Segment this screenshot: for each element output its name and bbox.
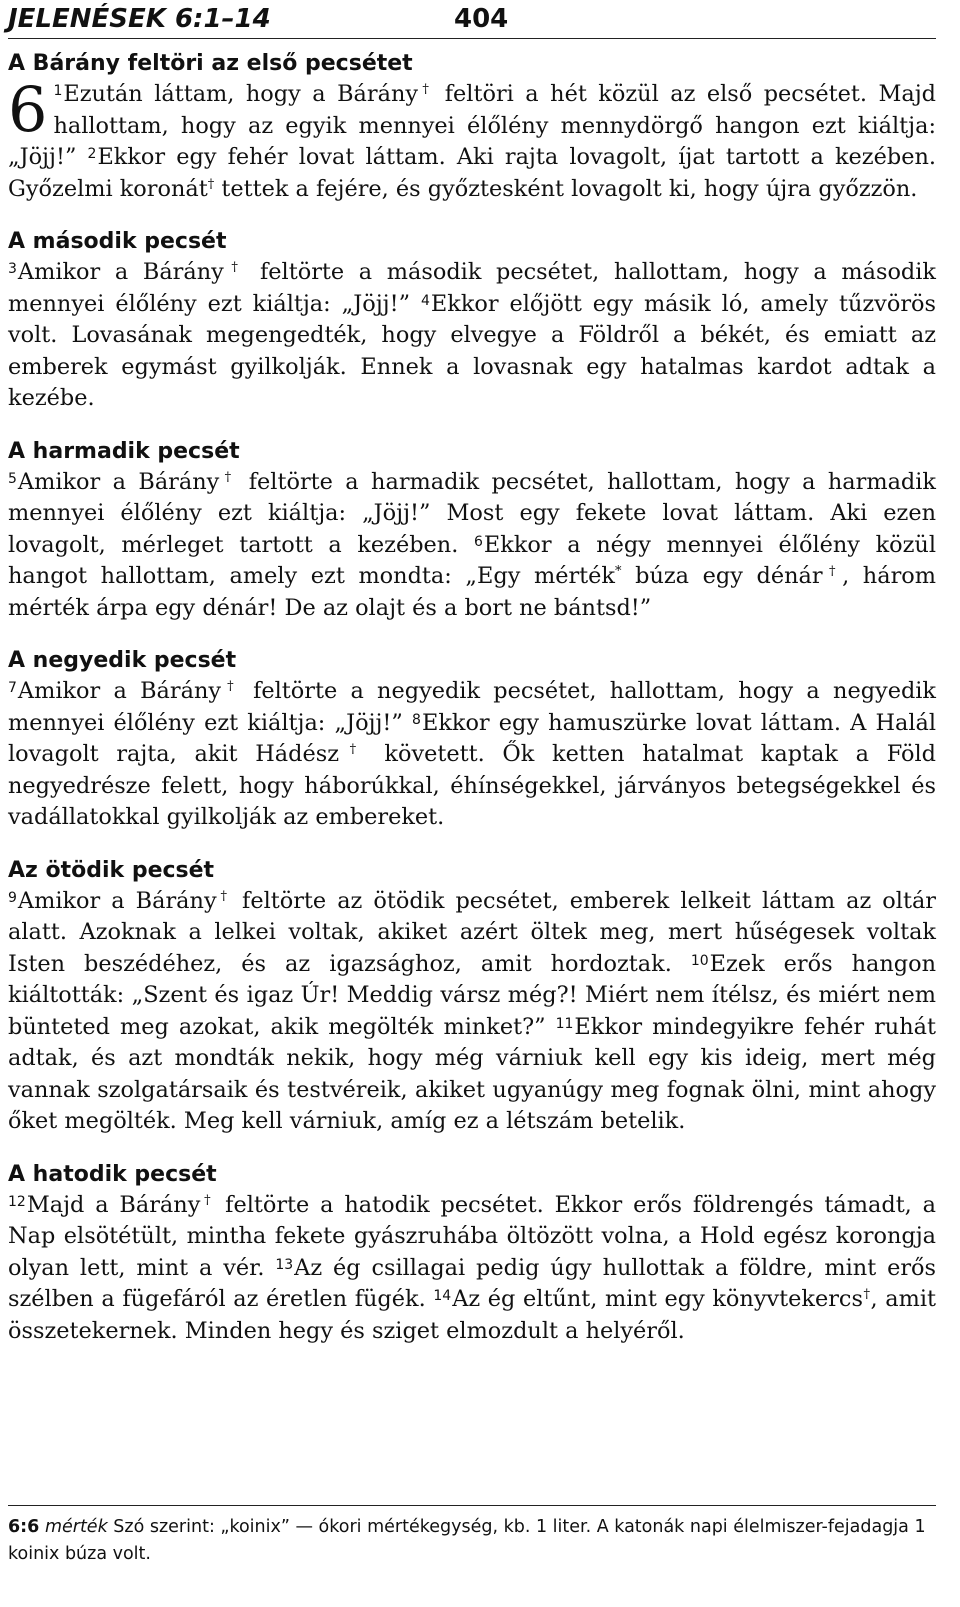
verse-text: feltörte az ötödik pecsétet, emberek lelkeit láttam az oltár alatt. Azoknak a lelkei voltak, akiket azért öltek meg, mert hűségesek voltak Isten beszédéhez, és az igazsághoz, amit hordoztak.: [8, 887, 936, 977]
verse-number: 6: [474, 533, 483, 550]
verse-text: Ezután láttam, hogy a Bárány: [63, 81, 419, 107]
footnote-text: Szó szerint: „koinix” — ókori mértékegység, kb. 1 liter. A katonák napi élelmiszer-fejadagja 1 koinix búza volt.: [8, 1517, 926, 1564]
section-1: [8, 49, 936, 205]
verse-text: Amikor a Bárány: [17, 678, 222, 704]
page: [8, 0, 936, 1347]
verse-text: feltörte a harmadik pecsétet, hallottam, hogy a harmadik mennyei élőlény ezt kiáltja: „Jöjj!” Most egy fekete lovat láttam. Aki ezen lovagolt, mérleget tartott a kezében.: [8, 468, 936, 558]
verse-text: Ekkor előjött egy másik ló, amely tűzvörös volt. Lovasának megengedték, hogy elvegye a Földről a békét, és emiatt az emberek egymást gyilkolják. Ennek a lovasnak egy hatalmas kardot adtak a kezébe.: [8, 290, 936, 411]
section-heading: A hatodik pecsét: [8, 1161, 217, 1187]
page-number: 404: [454, 4, 509, 34]
glossary-marker: †: [216, 888, 231, 904]
section-4: [8, 646, 936, 834]
verse-text: Majd a Bárány: [26, 1191, 201, 1218]
glossary-marker: †: [221, 679, 240, 694]
verse-number: 2: [87, 146, 97, 162]
verse-number: 3: [8, 261, 17, 277]
footnote-term: mérték: [44, 1517, 108, 1537]
footnote-reference: 6:6: [8, 1517, 40, 1537]
verse-text: feltörte a negyedik pecsétet, hallottam, hogy a negyedik mennyei élőlény ezt kiáltja: „Jöjj!”: [8, 678, 937, 736]
glossary-marker: †: [339, 742, 367, 757]
section-heading: Az ötödik pecsét: [8, 857, 215, 883]
footnote: [8, 1505, 936, 1568]
section-6: [8, 1160, 936, 1348]
verse-text: Amikor a Bárány: [17, 887, 217, 914]
section-body: [8, 73, 936, 205]
section-body: [8, 676, 936, 834]
book-reference: JELENÉSEK 6:1–14: [8, 4, 271, 34]
glossary-marker: †: [207, 176, 215, 192]
section-5: [8, 856, 936, 1138]
chapter-number: 6: [8, 73, 48, 146]
verse-text: Amikor a Bárány: [17, 468, 220, 495]
verse-text: tettek a fejére, és győztesként lovagolt ki, hogy újra győzzön.: [214, 175, 918, 202]
section-heading: A Bárány feltöri az első pecsétet: [8, 51, 413, 76]
section-3: [8, 437, 936, 625]
verse-text: feltörte a második pecsétet, hallottam, hogy a második mennyei élőlény ezt kiáltja: „Jöjj!”: [8, 259, 936, 317]
running-header: [8, 0, 936, 39]
verse-number: 11: [555, 1015, 574, 1032]
verse-text: Az ég eltűnt, mint egy könyvtekercs: [452, 1286, 863, 1312]
section-heading: A negyedik pecsét: [8, 648, 237, 673]
section-body: [8, 257, 936, 415]
verse-number: 14: [433, 1288, 452, 1304]
verse-text: Ekkor mindegyikre fehér ruhát adtak, és azt mondták nekik, hogy még várniuk kell egy kis ideig, mert még vannak szolgatársaik és testvéreik, akiket ugyanúgy meg fognak ölni, mint ahogy őket megölték. Meg kell várniuk, amíg ez a létszám betelik.: [8, 1013, 936, 1134]
section-heading: A második pecsét: [8, 229, 227, 254]
glossary-marker: *: [614, 564, 622, 579]
section-body: [8, 886, 936, 1138]
verse-text: Ekkor egy fehér lovat láttam. Aki rajta lovagolt, íjat tartott a kezében. Győzelmi koronát: [8, 144, 936, 202]
verse-text: feltörte a hatodik pecsétet. Ekkor erős földrengés támadt, a Nap elsötétült, mintha fekete gyászruhába öltözött volna, a Hold egész korongja olyan lett, mint a vér.: [8, 1191, 937, 1281]
verse-text: követett. Ők ketten hatalmat kaptak a Föld negyedrésze felett, hogy háborúkkal, éhínségekkel, járványos betegségekkel és vadállatokkal gyilkolják az embereket.: [8, 741, 937, 830]
verse-number: 7: [8, 680, 17, 696]
glossary-marker: †: [822, 564, 843, 579]
verse-number: 1: [53, 83, 63, 99]
section-2: [8, 227, 936, 415]
section-body: [8, 1190, 936, 1348]
glossary-marker: †: [418, 82, 434, 97]
verse-text: Ezek erős hangon kiáltották: „Szent és igaz Úr! Meddig vársz még?! Miért nem ítélsz, és miért nem bünteted meg azokat, akik megölték minket?”: [8, 950, 936, 1040]
verse-text: , három mérték árpa egy dénár! De az olajt és a bort ne bántsd!”: [8, 563, 936, 621]
verse-number: 8: [412, 711, 421, 728]
glossary-marker: †: [200, 1192, 215, 1208]
section-heading: A harmadik pecsét: [8, 438, 240, 464]
glossary-marker: †: [862, 1287, 871, 1302]
verse-text: Amikor a Bárány: [17, 259, 224, 285]
verse-text: , amit összetekernek. Minden hegy és sziget elmozdult a helyéről.: [8, 1286, 937, 1344]
verse-text: Ekkor egy hamuszürke lovat láttam. A Halál lovagolt rajta, akit Hádész: [8, 709, 937, 767]
glossary-marker: †: [223, 260, 246, 275]
verse-text: Ekkor a négy mennyei élőlény közül hangot hallottam, amely ezt mondta: „Egy mérték: [8, 531, 936, 589]
verse-number: 10: [690, 952, 709, 969]
verse-number: 12: [8, 1193, 26, 1210]
verse-text: feltöri a hét közül az első pecsétet. Majd hallottam, hogy az egyik mennyei élőlény mennydörgő hangon ezt kiáltja: „Jöjj!”: [8, 81, 936, 170]
section-body: [8, 467, 936, 625]
verse-text: búza egy dénár: [621, 563, 823, 589]
glossary-marker: †: [219, 469, 237, 485]
verse-number: 9: [8, 889, 17, 906]
verse-number: 4: [420, 292, 430, 309]
verse-text: Az ég csillagai pedig úgy hullottak a földre, mint erős szélben a fügefáról az éretlen fügék.: [8, 1254, 937, 1312]
verse-number: 13: [275, 1256, 294, 1273]
verse-number: 5: [8, 470, 17, 487]
